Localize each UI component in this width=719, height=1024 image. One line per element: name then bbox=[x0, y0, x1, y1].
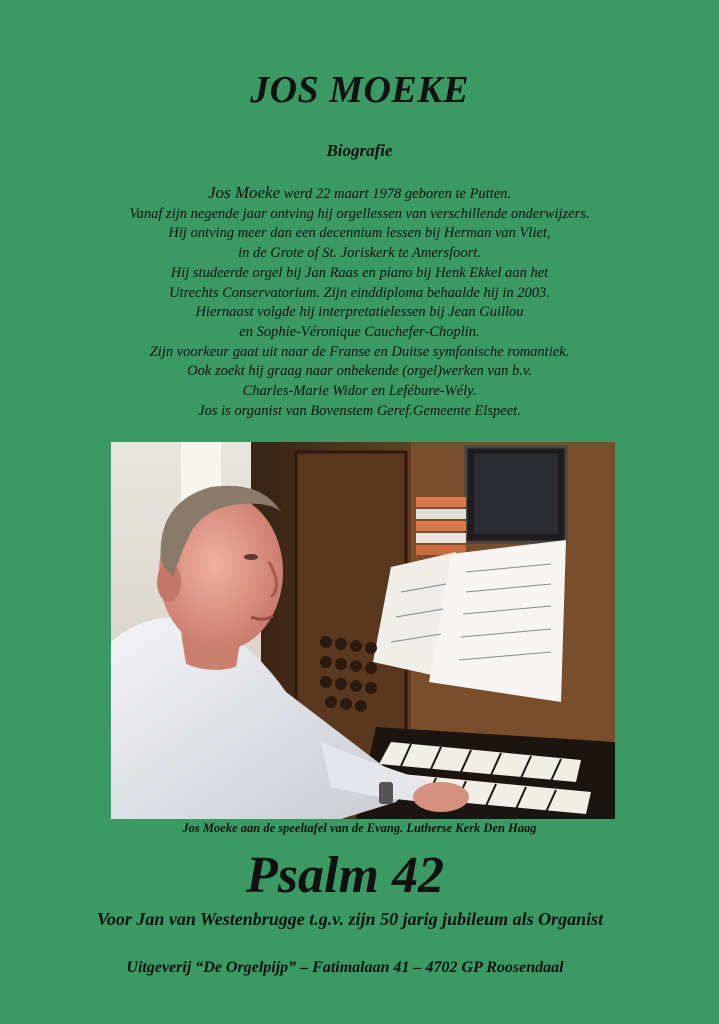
bio-line-0 bbox=[0, 183, 719, 205]
bio-line: in de Grote of St. Joriskerk te Amersfoort. bbox=[238, 245, 481, 262]
bio-line: Hiernaast volgde hij interpretatielessen bij Jean Guillou bbox=[195, 304, 524, 321]
organist-photo-illustration bbox=[111, 442, 615, 819]
work-title: Psalm 42 bbox=[246, 847, 444, 904]
bio-line: Hij studeerde orgel bij Jan Raas en piano bij Henk Ekkel aan het bbox=[170, 264, 549, 281]
page-subtitle: Biografie bbox=[326, 141, 393, 160]
bio-line: Jos is organist van Bovenstem Geref.Gemeente Elspeet. bbox=[198, 402, 521, 419]
bio-name: Jos Moeke bbox=[207, 183, 281, 202]
bio-line: Utrechts Conservatorium. Zijn einddiploma behaalde hij in 2003. bbox=[169, 284, 550, 301]
bio-line: Zijn voorkeur gaat uit naar de Franse en Duitse symfonische romantiek. bbox=[149, 343, 570, 360]
bio-line: Vanaf zijn negende jaar ontving hij orgellessen van verschillende onderwijzers. bbox=[129, 205, 590, 222]
organist-photo bbox=[111, 442, 615, 819]
bio-line: Hij ontving meer dan een decennium lessen bij Herman van Vliet, bbox=[168, 225, 551, 242]
photo-caption: Jos Moeke aan de speeltafel van de Evang. Lutherse Kerk Den Haag bbox=[182, 821, 537, 835]
bio-line: Charles-Marie Widor en Lefébure-Wély. bbox=[242, 383, 477, 400]
dedication: Voor Jan van Westenbrugge t.g.v. zijn 50 jarig jubileum als Organist bbox=[96, 909, 604, 929]
publisher-line: Uitgeverij “De Orgelpijp” – Fatimalaan 41 – 4702 GP Roosendaal bbox=[126, 959, 564, 976]
bio-line: en Sophie-Véronique Cauchefer-Choplin. bbox=[239, 323, 480, 340]
bio-line: Ook zoekt hij graag naar onbekende (orgel)werken van b.v. bbox=[187, 363, 532, 380]
bio-line-0-rest: werd 22 maart 1978 geboren te Putten. bbox=[280, 186, 512, 202]
page-title: JOS MOEKE bbox=[250, 69, 469, 111]
biography bbox=[0, 183, 719, 421]
